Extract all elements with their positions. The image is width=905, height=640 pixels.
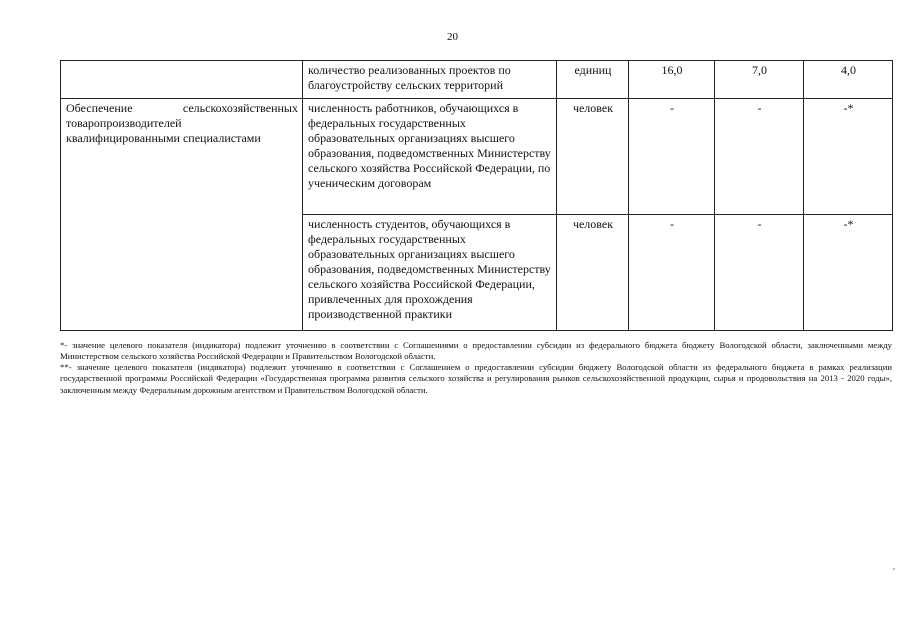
indicators-table [60,60,893,331]
goal-word: сельскохозяйственных [182,101,298,115]
unit-cell: человек [557,99,629,215]
value-cell: - [629,215,715,331]
indicator-cell: численность работников, обучающихся в федеральных государственных образовательных организациях высшего образования, подведомственных Министерству сельского хозяйства Российской Федерации, по ученическим договорам [303,99,557,215]
unit-cell: единиц [557,61,629,99]
goal-cell [61,61,303,99]
goal-text: товаропроизводителей квалифицированными специалистами [66,116,261,145]
value-cell: - [715,99,804,215]
value-cell: -* [804,99,893,215]
value-cell: - [629,99,715,215]
value-cell: 4,0 [804,61,893,99]
footnote: **- значение целевого показателя (индикатора) подлежит уточнению в соответствии с Соглашением о предоставлении субсидии бюджету Вологодской области из федерального бюджета в рамках реализации государственной программы Российской Федерации «Государственная программа развития сельского хозяйства и регулирования рынков сельскохозяйственной продукции, сырья и продовольствия на 2013 - 2020 годы», заключенным между Федеральным дорожным агентством и Правительством Вологодской области. [60,362,892,395]
value-cell: -* [804,215,893,331]
indicator-cell: количество реализованных проектов по благоустройству сельских территорий [303,61,557,99]
goal-word: Обеспечение [66,101,133,115]
table-row [61,61,893,99]
unit-cell: человек [557,215,629,331]
value-cell: - [715,215,804,331]
footnote: *- значение целевого показателя (индикатора) подлежит уточнению в соответствии с Соглашениями о предоставлении субсидии из федерального бюджета бюджету Вологодской области, заключенными между Министерством сельского хозяйства Российской Федерации и Правительством Вологодской области. [60,340,892,362]
page-number: 20 [447,31,458,43]
value-cell: 7,0 [715,61,804,99]
indicator-cell: численность студентов, обучающихся в федеральных государственных образовательных организациях высшего образования, подведомственных Министерству сельского хозяйства Российской Федерации, привлеченных для прохождения производственной практики [303,215,557,331]
value-cell: 16,0 [629,61,715,99]
goal-cell [61,99,303,331]
scan-speck [893,568,895,570]
goal-first-line [66,101,298,116]
table-row [61,99,893,215]
footnotes [60,340,892,396]
